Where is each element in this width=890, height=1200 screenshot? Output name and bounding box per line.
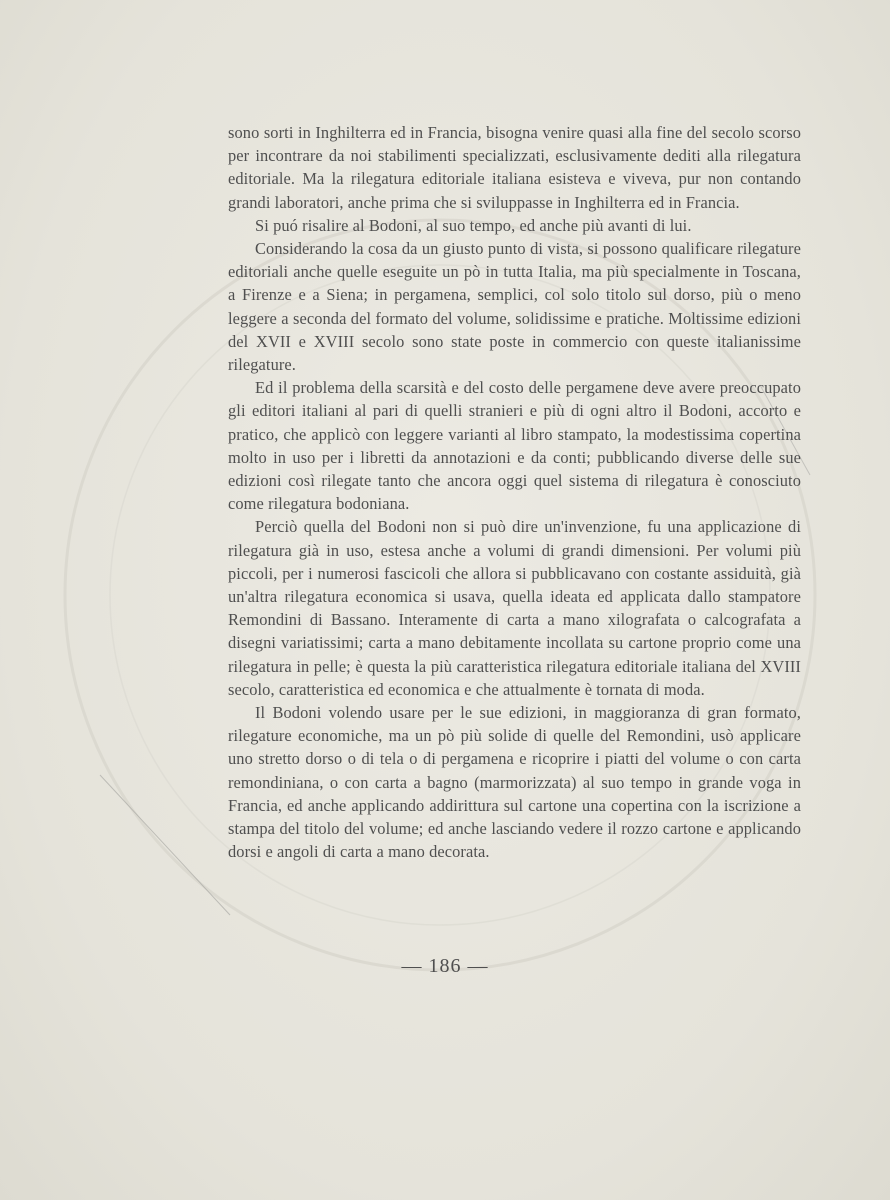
body-text (228, 121, 801, 864)
page-number: — 186 — (401, 955, 489, 977)
paragraph: Considerando la cosa da un giusto punto di vista, si possono qualificare rilegature editoriali anche quelle eseguite un pò in tutta Italia, ma più specialmente in Toscana, a Firenze e a Siena; in pergamena, semplici, col solo titolo sul dorso, più o meno leggere a seconda del formato del volume, solidissime e pratiche. Moltissime edizioni del XVII e XVIII secolo sono state poste in commercio con queste italianissime rilegature. (228, 239, 801, 375)
paragraph: Si puó risalire al Bodoni, al suo tempo, ed anche più avanti di lui. (255, 215, 692, 235)
paragraph: Il Bodoni volendo usare per le sue edizioni, in maggioranza di gran formato, rilegature economiche, ma un pò più solide di quelle del Remondini, usò applicare uno stretto dorso o di tela o di pergamena e ricoprire i piatti del volume o con carta remondiniana, o con carta a bagno (marmorizzata) al suo tempo in grande voga in Francia, ed anche applicando addirittura sul cartone una copertina con la iscrizione a stampa del titolo del volume; ed anche lasciando vedere il rozzo cartone e applicando dorsi e angoli di carta a mano decorata. (228, 703, 801, 862)
paragraph: Ed il problema della scarsità e del costo delle pergamene deve avere preoccupato gli editori italiani al pari di quelli stranieri e più di ogni altro il Bodoni, accorto e pratico, che applicò con leggere varianti al libro stampato, la modestissima copertina molto in uso per i libretti da annotazioni e da conti; pubblicando diverse delle sue edizioni così rilegate tanto che ancora oggi quel sistema di rilegatura è conosciuto come rilegatura bodoniana. (228, 378, 801, 514)
paragraph: sono sorti in Inghilterra ed in Francia, bisogna venire quasi alla fine del secolo scorso per incontrare da noi stabilimenti specializzati, esclusivamente dediti alla rilegatura editoriale. Ma la rilegatura editoriale italiana esisteva e viveva, pur non contando grandi laboratori, anche prima che si sviluppasse in Inghilterra ed in Francia. (228, 123, 801, 212)
paragraph: Perciò quella del Bodoni non si può dire un'invenzione, fu una applicazione di rilegatura già in uso, estesa anche a volumi di grandi dimensioni. Per volumi più piccoli, per i numerosi fascicoli che allora si pubblicavano con costante assiduità, già un'altra rilegatura economica si usava, quella ideata ed applicata dallo stampatore Remondini di Bassano. Interamente di carta a mano xilografata o calcografata a disegni variatissimi; carta a mano debitamente incollata su cartone proprio come una rilegatura in pelle; è questa la più caratteristica rilegatura editoriale italiana del XVIII secolo, caratteristica ed economica e che attualmente è tornata di moda. (228, 517, 801, 699)
